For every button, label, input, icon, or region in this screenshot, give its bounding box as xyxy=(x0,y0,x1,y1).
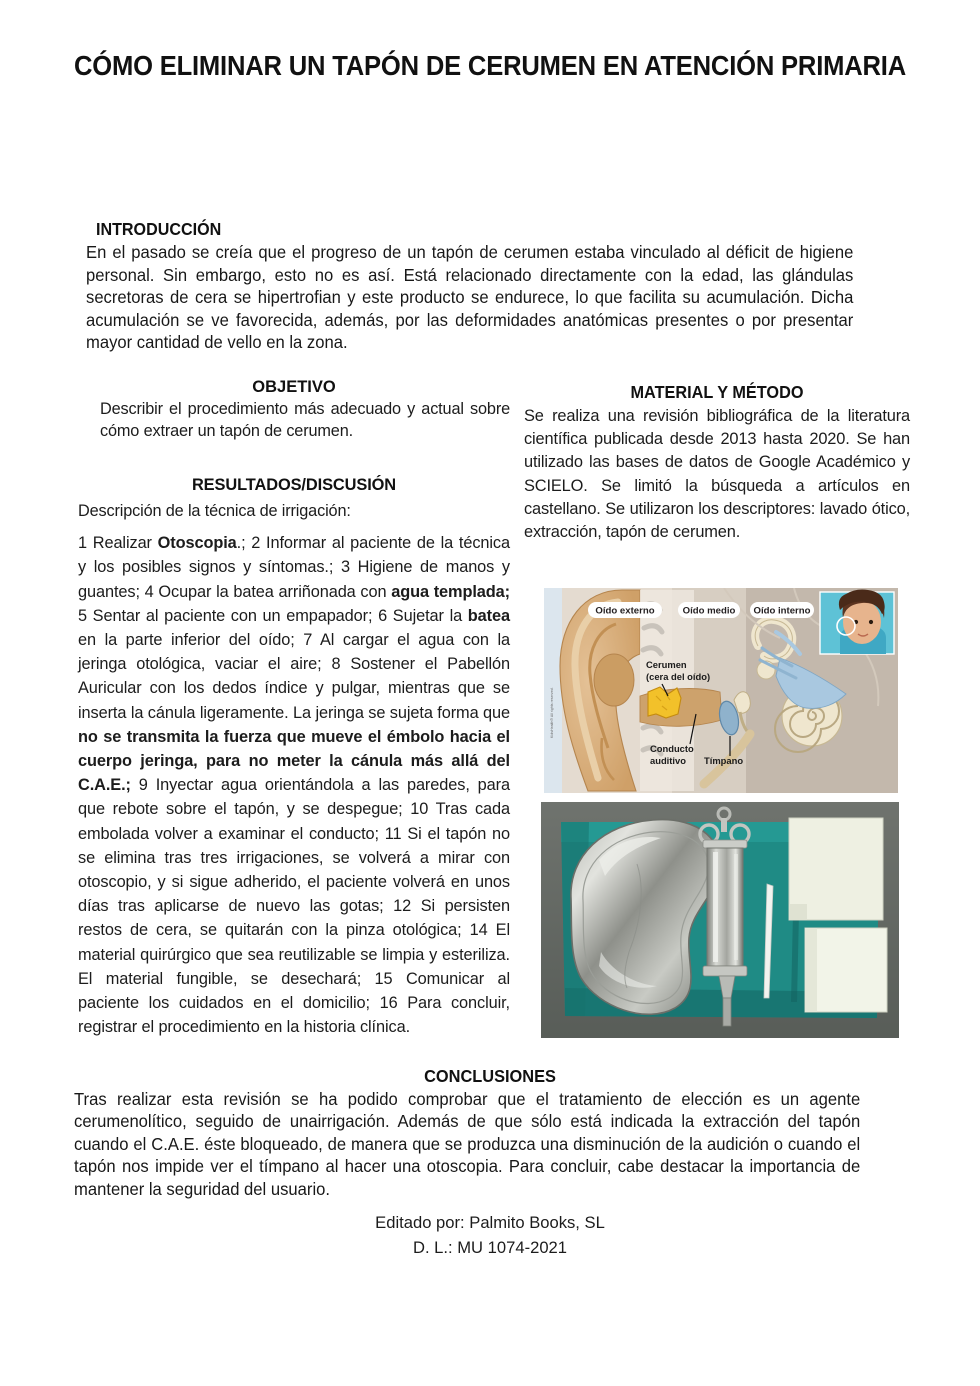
ear-anatomy-svg xyxy=(544,588,898,793)
footer-legal-deposit: D. L.: MU 1074-2021 xyxy=(412,1238,568,1257)
annotation-cerumen-line1: Cerumen xyxy=(646,659,687,670)
gauze-pad-upper-fold xyxy=(789,904,807,920)
syringe-plunger-rod xyxy=(721,818,727,832)
label-outer-ear xyxy=(588,602,662,618)
left-column xyxy=(78,378,510,1039)
annotation-canal-line2: auditivo xyxy=(650,755,686,766)
section-body-material: Se realiza una revisión bibliográfica de la literatura científica publicada desde 2013 hasta 2020. Se han utilizado las bases de datos de Google Académico y SCIELO. Se limitó la búsqueda a artículos en castellano. Se utilizaron los descriptores: lavado ótico, extracción, tapón de cerumen. xyxy=(524,407,910,542)
annotation-eardrum: Tímpano xyxy=(704,755,744,766)
syringe-barrel-highlight2 xyxy=(734,854,738,960)
gauze-pad-lower xyxy=(805,928,887,1012)
right-column xyxy=(524,382,910,544)
irrigation-kit-photo xyxy=(541,802,899,1038)
syringe-barrel-highlight xyxy=(713,852,718,962)
section-body-objetivo: Describir el procedimiento más adecuado y actual sobre cómo extraer un tapón de cerumen. xyxy=(100,400,510,440)
section-heading-introduccion: INTRODUCCIÓN xyxy=(96,219,222,239)
label-middle-ear xyxy=(678,602,740,618)
figure-watermark: KidsHealth® All rights reserved. xyxy=(550,687,554,738)
face-inset xyxy=(820,590,894,655)
syringe-tip xyxy=(723,998,731,1026)
gauze-pad-lower-fold xyxy=(805,928,817,1012)
label-outer-ear-text: Oído externo xyxy=(595,605,655,617)
footer xyxy=(0,1210,980,1260)
section-heading-material: MATERIAL Y MÉTODO xyxy=(630,382,804,402)
label-inner-ear-text: Oído interno xyxy=(753,605,811,617)
label-inner-ear xyxy=(750,602,814,618)
ear-anatomy-diagram xyxy=(544,588,898,793)
cerumen-plug xyxy=(648,687,681,718)
section-heading-objetivo: OBJETIVO xyxy=(252,378,336,396)
label-middle-ear-text: Oído medio xyxy=(682,605,736,617)
page-title: CÓMO ELIMINAR UN TAPÓN DE CERUMEN EN ATENCIÓN PRIMARIA xyxy=(73,50,907,81)
concha xyxy=(594,654,634,706)
irrigation-kit-svg xyxy=(541,802,899,1038)
section-body-introduccion: En el pasado se creía que el progreso de un tapón de cerumen estaba vinculado al déficit de higiene personal. Sin embargo, esto no es así. Está relacionado directamente con la edad, las glándulas secretoras de cera se hipertrofian y este producto se endurece, lo que facilita su acumulación. Dicha acumulación se ve favorecida, además, por las deformidades anatómicas presentes o por presentar mayor cantidad de vello en la zona. xyxy=(86,242,854,353)
resultados-lead: Descripción de la técnica de irrigación: xyxy=(78,502,351,521)
footer-publisher: Editado por: Palmito Books, SL xyxy=(375,1213,605,1232)
section-heading-conclusiones: CONCLUSIONES xyxy=(424,1066,556,1086)
section-heading-resultados: RESULTADOS/DISCUSIÓN xyxy=(191,476,397,495)
syringe-base-flange xyxy=(703,966,747,976)
syringe-flange xyxy=(703,840,747,848)
annotation-cerumen-line2: (cera del oído) xyxy=(646,671,711,682)
section-body-conclusiones: Tras realizar esta revisión se ha podido comprobar que el tratamiento de elección es un agente cerumenolítico, seguido de unairrigación. Además de que sólo está indicada la extracción del tapón cuando el C.A.E. éste bloqueado, de manera que se produzca una disminución de la audición o cuando el tapón nos impide ver el tímpano al hacer una otoscopia. Para concluir, cabe destacar la importancia de mantener la seguridad del usuario. xyxy=(74,1089,861,1199)
resultados-body: 1 Realizar Otoscopia.; 2 Informar al paciente de la técnica y los posibles signos y síntomas.; 3 Higiene de manos y guantes; 4 Ocupar la batea arriñonada con agua templada; 5 Sentar al paciente con un empapador; 6 Sujetar la batea en la parte inferior del oído; 7 Al cargar el agua con la jeringa otológica, vaciar el aire; 8 Sostener el Pabellón Auricular con los dedos índice y pulgar, mientras que se inserta la cánula ligeramente. La jeringa se sujeta forma que no se transmita la fuerza que mueve el émbolo hacia el cuerpo jeringa, para no meter la cánula más allá del C.A.E.; 9 Inyectar agua orientándola a las paredes, para que rebote sobre el tapón, y se despegue; 10 Tras cada embolada volver a examinar el conducto; 11 Si el tapón no se elimina tras tres irrigaciones, se volverá a mirar con otoscopio, y si sigue adherido, el paciente volverá en unos días tras aplicarse de nuevo las gotas; 12 Si persisten restos de cera, se quitarán con la pinza otológica; 14 El material quirúrgico que sea reutilizable se limpia y esteriliza. El material fungible, se desechará; 15 Comunicar al paciente los cuidados en el domicilio; 16 Para concluir, registrar el procedimiento en la historia clínica. xyxy=(78,534,511,1037)
face-eye-right xyxy=(869,620,873,624)
annotation-canal-line1: Conducto xyxy=(650,743,694,754)
